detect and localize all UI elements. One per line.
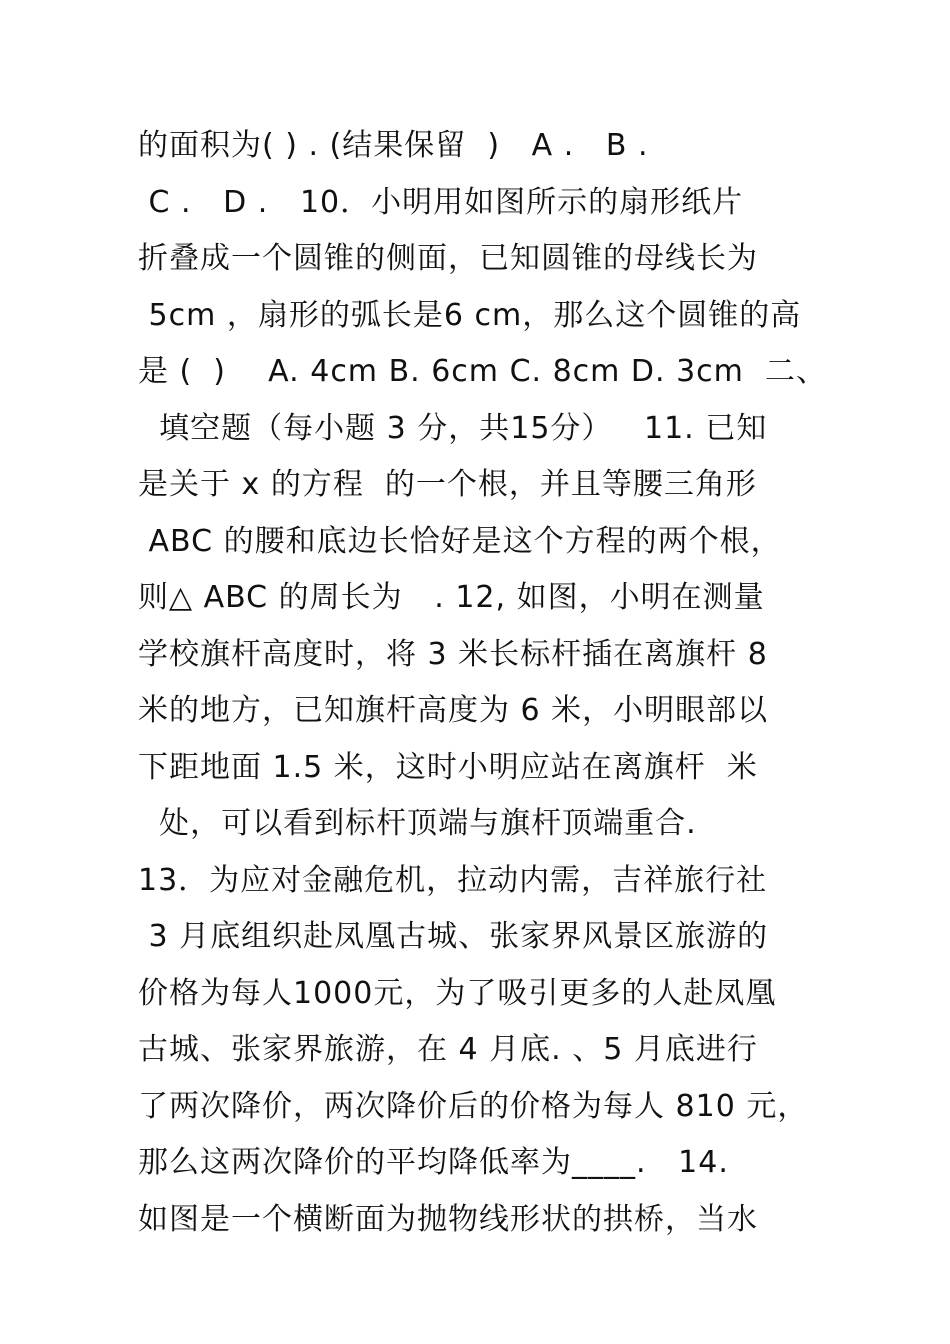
- text-line: 5cm ，扇形的弧长是6 cm，那么这个圆锥的高: [138, 297, 802, 333]
- text-line: 13．为应对金融危机，拉动内需，吉祥旅行社: [138, 862, 768, 898]
- text-line: 古城、张家界旅游，在 4 月底. 、5 月底进行: [138, 1032, 758, 1067]
- text-line: 那么这两次降价的平均降低率为____. 14.: [138, 1145, 729, 1180]
- text-line: 则△ ABC 的周长为 . 12, 如图，小明在测量: [138, 580, 765, 615]
- text-line: 价格为每人1000元，为了吸引更多的人赴凤凰: [138, 975, 777, 1011]
- text-line: 是 ( ) A. 4cm B. 6cm C. 8cm D. 3cm 二、: [138, 354, 827, 389]
- text-line: 的面积为( ) . (结果保留 ) A . B .: [138, 128, 649, 163]
- text-line: 学校旗杆高度时，将 3 米长标杆插在离旗杆 8: [138, 636, 768, 672]
- text-line: 3 月底组织赴凤凰古城、张家界风景区旅游的: [138, 919, 769, 954]
- text-line: 如图是一个横断面为抛物线形状的拱桥，当水: [138, 1201, 758, 1237]
- question-text-block: [138, 118, 838, 1248]
- text-line: 处，可以看到标杆顶端与旗杆顶端重合.: [138, 806, 697, 841]
- text-line: 折叠成一个圆锥的侧面，已知圆锥的母线长为: [138, 241, 758, 276]
- text-line: 是关于 x 的方程 的一个根，并且等腰三角形: [138, 467, 757, 502]
- text-line: 填空题（每小题 3 分，共15分） 11. 已知: [138, 410, 768, 446]
- text-line: 下距地面 1.5 米，这时小明应站在离旗杆 米: [138, 749, 758, 785]
- text-line: C . D . 10．小明用如图所示的扇形纸片: [138, 184, 744, 220]
- text-line: 了两次降价，两次降价后的价格为每人 810 元，: [138, 1088, 809, 1124]
- text-line: 米的地方，已知旗杆高度为 6 米，小明眼部以: [138, 693, 769, 728]
- text-line: ABC 的腰和底边长恰好是这个方程的两个根，: [138, 523, 782, 559]
